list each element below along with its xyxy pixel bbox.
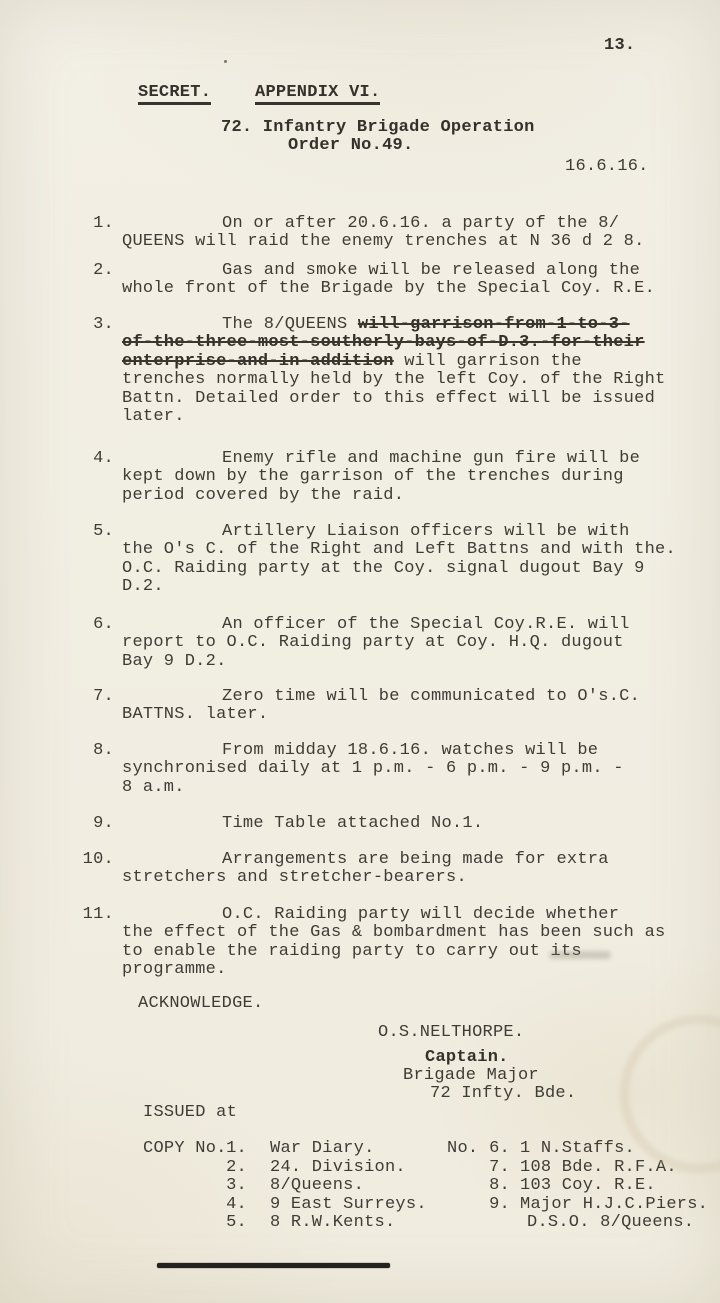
paragraph-line	[122, 869, 712, 887]
copy-recipient-right: 103 Coy. R.E.	[520, 1176, 656, 1195]
body-text: Gas and smoke will be released along the	[222, 261, 641, 280]
struck-text: of-the-three-most-southerly-bays-of-D.3.-for-their	[122, 333, 645, 353]
appendix-label	[255, 84, 380, 102]
paragraph-line	[122, 961, 712, 979]
body-text: BATTNS. later.	[122, 705, 269, 725]
copy-label: COPY No.	[143, 1139, 227, 1158]
paragraph-line	[122, 523, 712, 541]
paragraph-line	[122, 943, 712, 961]
order-paragraph-1	[93, 214, 712, 252]
copy-recipient-left: 8 R.W.Kents.	[270, 1213, 396, 1232]
body-text: period covered by the raid.	[122, 485, 405, 505]
body-text: report to O.C. Raiding party at Coy. H.Q. dugout	[122, 633, 624, 653]
paragraph-number: 10.	[82, 850, 114, 869]
order-paragraph-3	[93, 315, 712, 426]
body-text: Time Table attached No.1.	[222, 814, 484, 833]
paragraph-line	[122, 468, 712, 486]
distribution-row	[0, 1177, 720, 1195]
paragraph-line	[122, 371, 712, 389]
body-text: later.	[122, 406, 185, 426]
classification-label	[138, 84, 211, 102]
paragraph-line	[122, 779, 712, 797]
paragraph-line	[122, 653, 712, 671]
paragraph-number: 9.	[93, 814, 114, 833]
copy-recipient-right: 1 N.Staffs.	[520, 1139, 635, 1158]
copy-number-left: 2.	[226, 1157, 247, 1177]
body-text: will garrison the	[393, 351, 582, 371]
paragraph-number: 7.	[93, 687, 114, 706]
copy-number-left: 3.	[226, 1176, 247, 1195]
body-text: 8 a.m.	[122, 777, 185, 797]
paragraph-line	[122, 634, 712, 652]
paragraph-line	[122, 262, 712, 280]
copy-recipient-left: 9 East Surreys.	[270, 1194, 427, 1214]
distribution-row	[0, 1196, 720, 1214]
order-paragraph-10	[82, 850, 712, 888]
body-text: to enable the raiding party to carry out its	[122, 941, 582, 961]
paragraph-line	[122, 215, 712, 233]
copy-recipient-right: Major H.J.C.Piers.	[520, 1194, 709, 1214]
paragraph-number: 1.	[93, 214, 114, 233]
body-text: The 8/QUEENS	[222, 315, 358, 334]
paragraph-line	[122, 578, 712, 596]
signature-role: Brigade Major	[403, 1066, 539, 1085]
copy-number-right: 9.	[489, 1194, 510, 1214]
copy-label-right: No.	[447, 1139, 489, 1158]
order-title-line1: 72. Infantry Brigade Operation	[221, 118, 535, 137]
distribution-row	[0, 1159, 720, 1177]
order-paragraph-11	[82, 905, 712, 980]
body-text: On or after 20.6.16. a party of the 8/	[222, 214, 620, 233]
copy-recipient-right: D.S.O. 8/Queens.	[527, 1213, 695, 1232]
copy-recipient-left: 24. Division.	[270, 1157, 406, 1177]
body-text: synchronised daily at 1 p.m. - 6 p.m. - 9 p.m. -	[122, 759, 624, 779]
struck-text: will-garrison-from-1-to-3-	[357, 315, 630, 334]
body-text: From midday 18.6.16. watches will be	[222, 741, 599, 760]
paragraph-number: 6.	[93, 615, 114, 634]
order-paragraph-8	[93, 741, 712, 797]
paragraph-line	[122, 906, 712, 924]
paragraph-number: 4.	[93, 449, 114, 468]
paragraph-line	[122, 316, 712, 334]
body-text: D.2.	[122, 577, 164, 597]
signature-name: O.S.NELTHORPE.	[378, 1023, 525, 1042]
page-number: 13.	[604, 36, 636, 55]
appendix-text: APPENDIX VI.	[255, 83, 380, 105]
body-text: stretchers and stretcher-bearers.	[122, 868, 467, 888]
classification-text: SECRET.	[138, 83, 211, 105]
paragraph-number: 3.	[93, 315, 114, 334]
paragraph-line	[122, 616, 712, 634]
copy-number-right: 8.	[489, 1176, 510, 1195]
paragraph-number: 5.	[93, 522, 114, 541]
body-text: the effect of the Gas & bombardment has been such as	[122, 923, 666, 943]
issued-at-line: ISSUED at	[143, 1103, 238, 1122]
paragraph-number: 11.	[82, 905, 114, 924]
paragraph-line	[122, 390, 712, 408]
paragraph-line	[122, 353, 712, 371]
copy-number-left: 4.	[226, 1194, 247, 1214]
body-text: Arrangements are being made for extra	[222, 850, 609, 869]
body-text: kept down by the garrison of the trenches during	[122, 467, 624, 487]
paragraph-line	[122, 815, 712, 833]
bottom-rule	[157, 1263, 390, 1268]
paragraph-number: 2.	[93, 261, 114, 280]
signature-rank: Captain.	[425, 1048, 509, 1067]
order-paragraph-9	[93, 814, 712, 833]
paragraph-line	[122, 334, 712, 352]
paragraph-line	[122, 760, 712, 778]
paragraph-line	[122, 408, 712, 426]
paragraph-line	[122, 706, 712, 724]
paragraph-line	[122, 487, 712, 505]
signature-unit: 72 Infty. Bde.	[430, 1084, 577, 1103]
body-text: Bay 9 D.2.	[122, 651, 227, 671]
order-paragraph-2	[93, 261, 712, 299]
paragraph-line	[122, 450, 712, 468]
body-text: trenches normally held by the left Coy. of the Right	[122, 370, 666, 390]
paragraph-line	[122, 924, 712, 942]
acknowledge-line: ACKNOWLEDGE.	[138, 994, 264, 1013]
paragraph-line	[122, 233, 712, 251]
paragraph-line	[122, 851, 712, 869]
copy-recipient-right: 108 Bde. R.F.A.	[520, 1157, 677, 1177]
copy-number-left: 5.	[226, 1213, 247, 1232]
paragraph-number: 8.	[93, 741, 114, 760]
copy-recipient-left: War Diary.	[270, 1139, 375, 1158]
body-text: Enemy rifle and machine gun fire will be	[222, 449, 641, 468]
body-text: QUEENS will raid the enemy trenches at N 36 d 2 8.	[122, 232, 645, 252]
distribution-row	[0, 1140, 720, 1158]
body-text: whole front of the Brigade by the Special Coy. R.E.	[122, 279, 656, 299]
body-text: O.C. Raiding party will decide whether	[222, 905, 620, 924]
paragraph-line	[122, 688, 712, 706]
body-text: Zero time will be communicated to O's.C.	[222, 687, 641, 706]
copy-recipient-left: 8/Queens.	[270, 1176, 365, 1195]
body-text: Artillery Liaison officers will be with	[222, 522, 630, 541]
body-text: programme.	[122, 960, 227, 980]
order-paragraph-5	[93, 522, 712, 597]
order-date: 16.6.16.	[565, 157, 649, 176]
ink-speck	[224, 60, 227, 63]
struck-text: enterprise-and-in-addition	[122, 351, 394, 371]
paragraph-line	[122, 541, 712, 559]
body-text: O.C. Raiding party at the Coy. signal dugout Bay 9	[122, 558, 645, 578]
copy-number-right: 7.	[489, 1157, 510, 1177]
paragraph-line	[122, 560, 712, 578]
order-paragraph-7	[93, 687, 712, 725]
body-text: An officer of the Special Coy.R.E. will	[222, 615, 630, 634]
order-title-line2: Order No.49.	[288, 136, 414, 155]
erasure-smudge	[549, 951, 611, 959]
distribution-row	[0, 1214, 720, 1232]
order-paragraph-4	[93, 449, 712, 505]
body-text: the O's C. of the Right and Left Battns and with the.	[122, 540, 676, 560]
copy-number-right: 6.	[489, 1139, 510, 1158]
body-text: Battn. Detailed order to this effect will be issued	[122, 388, 656, 408]
paragraph-line	[122, 742, 712, 760]
copy-number-left: 1.	[226, 1139, 247, 1158]
order-paragraph-6	[93, 615, 712, 671]
paragraph-line	[122, 280, 712, 298]
